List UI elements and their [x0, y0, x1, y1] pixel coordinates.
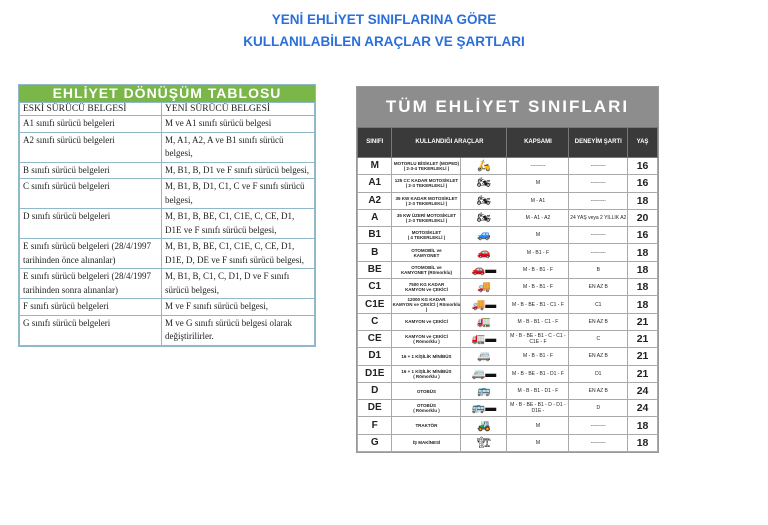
- experience-cell: EN AZ B: [569, 279, 628, 296]
- col-scope: KAPSAMI: [507, 128, 569, 158]
- scope-cell: M - B - BE - B1 - C1 - F: [507, 296, 569, 313]
- table-row: [358, 400, 658, 417]
- vehicle-icon-cell: [461, 192, 507, 209]
- scope-cell: M: [507, 175, 569, 192]
- old-license-cell: E sınıfı sürücü belgeleri (28/4/1997 tarihinden sonra alınanlar): [20, 269, 162, 299]
- excavator-icon: 🏗: [476, 436, 491, 449]
- scope-cell: M - B - B1 - D1 - F: [507, 382, 569, 399]
- col-new-license: YENİ SÜRÜCÜ BELGESİ: [162, 103, 315, 116]
- scope-cell: M: [507, 227, 569, 244]
- table-row: [358, 365, 658, 382]
- vehicle-icon-cell: [461, 348, 507, 365]
- class-cell: C: [358, 313, 392, 330]
- table-row: [358, 244, 658, 261]
- vehicle-desc-cell: [392, 279, 461, 296]
- motorcycle-icon: 🏍: [476, 194, 491, 207]
- class-cell: A: [358, 209, 392, 226]
- new-license-cell: M, B1, B, BE, C1, C1E, C, CE, D1, D1E ve F sınıfı sürücü belgesi,: [162, 209, 315, 239]
- class-cell: BE: [358, 261, 392, 278]
- table-row: [20, 179, 315, 209]
- old-license-cell: D sınıfı sürücü belgeleri: [20, 209, 162, 239]
- class-cell: CE: [358, 330, 392, 347]
- class-cell: C1E: [358, 296, 392, 313]
- old-license-cell: G sınıfı sürücü belgeleri: [20, 315, 162, 345]
- age-cell: 16: [628, 175, 658, 192]
- class-cell: F: [358, 417, 392, 434]
- vehicle-icon-cell: [461, 434, 507, 451]
- motorcycle-icon: 🏍: [476, 212, 491, 225]
- vehicle-desc-line1: OTOBÜS: [416, 388, 437, 394]
- all-classes-title: TÜM EHLİYET SINIFLARI: [357, 87, 658, 127]
- new-license-cell: M ve A1 sınıfı sürücü belgesi: [162, 116, 315, 133]
- vehicle-icon-cell: [461, 365, 507, 382]
- table-row: [358, 158, 658, 175]
- old-license-cell: E sınıfı sürücü belgeleri (28/4/1997 tarihinden önce alınanlar): [20, 239, 162, 269]
- vehicle-desc-line1: KAMYON ve ÇEKİCİ: [405, 334, 448, 340]
- vehicle-icon-cell: [461, 400, 507, 417]
- class-cell: B: [358, 244, 392, 261]
- age-cell: 18: [628, 261, 658, 278]
- vehicle-desc-line1: MOTORLU BİSİKLET (MOPED): [393, 161, 460, 167]
- class-cell: G: [358, 434, 392, 451]
- vehicle-desc-line2: ( 4 TEKERLEKLİ ): [407, 235, 446, 241]
- vehicle-desc-line1: 16 + 1 KİŞİLİK MİNİBÜS: [401, 368, 452, 374]
- vehicle-desc-line1: OTOMOBİL ve: [411, 247, 442, 253]
- vehicle-icon-cell: [461, 261, 507, 278]
- table-row: [358, 261, 658, 278]
- experience-cell: ---------: [569, 192, 628, 209]
- class-cell: D1E: [358, 365, 392, 382]
- age-cell: 18: [628, 192, 658, 209]
- vehicle-desc-line1: 12000 KG KADAR: [407, 297, 446, 303]
- vehicle-desc-line2: ( 2-3-4 TEKERLEKLİ ): [403, 166, 450, 172]
- col-old-license: ESKİ SÜRÜCÜ BELGESİ: [20, 103, 162, 116]
- conversion-table: [18, 84, 316, 347]
- class-cell: B1: [358, 227, 392, 244]
- scope-cell: M: [507, 434, 569, 451]
- table-row: [358, 434, 658, 451]
- old-license-cell: A1 sınıfı sürücü belgeleri: [20, 116, 162, 133]
- class-cell: A1: [358, 175, 392, 192]
- vehicle-desc-cell: [392, 158, 461, 175]
- vehicle-desc-cell: [392, 296, 461, 313]
- age-cell: 21: [628, 313, 658, 330]
- age-cell: 18: [628, 296, 658, 313]
- age-cell: 18: [628, 417, 658, 434]
- class-cell: C1: [358, 279, 392, 296]
- vehicle-desc-line2: KAMYONET (Römorklu): [400, 269, 452, 275]
- all-classes-table: [356, 86, 659, 453]
- scope-cell: M - B - B1 - F: [507, 279, 569, 296]
- class-cell: DE: [358, 400, 392, 417]
- vehicle-desc-line1: 35 KW KADAR MOTOSİKLET: [395, 195, 458, 201]
- bus-trailer-icon: 🚌▬: [471, 402, 497, 415]
- vehicle-desc-line2: ( 2-3 TEKERLEKLİ ): [405, 183, 448, 189]
- table-row: [358, 348, 658, 365]
- class-cell: D: [358, 382, 392, 399]
- motorcycle-icon: 🏍: [476, 177, 491, 190]
- vehicle-icon-cell: [461, 227, 507, 244]
- vehicle-icon-cell: [461, 330, 507, 347]
- vehicle-desc-line1: OTOMOBİL ve: [411, 264, 442, 270]
- vehicle-icon-cell: [461, 296, 507, 313]
- experience-cell: C: [569, 330, 628, 347]
- vehicle-icon-cell: [461, 244, 507, 261]
- truck-icon: 🚚: [477, 281, 491, 294]
- table-row: [358, 382, 658, 399]
- page-title-line2: KULLANILABİLEN ARAÇLAR VE ŞARTLARI: [243, 34, 525, 49]
- experience-cell: EN AZ B: [569, 348, 628, 365]
- age-cell: 18: [628, 244, 658, 261]
- experience-cell: D1: [569, 365, 628, 382]
- table-row: [358, 227, 658, 244]
- col-vehicles: KULLANDIĞI ARAÇLAR: [392, 128, 507, 158]
- new-license-cell: M, B1, B, C1, C, D1, D ve F sınıfı sürücü belgesi,: [162, 269, 315, 299]
- class-cell: D1: [358, 348, 392, 365]
- old-license-cell: B sınıfı sürücü belgeleri: [20, 162, 162, 179]
- scope-cell: M - A1 - A2: [507, 209, 569, 226]
- vehicle-desc-line1: 7500 KG KADAR: [408, 282, 445, 288]
- table-row: [358, 175, 658, 192]
- vehicle-desc-cell: [392, 348, 461, 365]
- vehicle-desc-cell: [392, 434, 461, 451]
- minibus-trailer-icon: 🚐▬: [471, 367, 497, 380]
- vehicle-desc-line2: KAMYON ve ÇEKİCİ: [405, 287, 448, 293]
- old-license-cell: A2 sınıfı sürücü belgeleri: [20, 132, 162, 162]
- table-row: [358, 313, 658, 330]
- old-license-cell: C sınıfı sürücü belgeleri: [20, 179, 162, 209]
- table-row: [358, 209, 658, 226]
- scope-cell: M - B1 - F: [507, 244, 569, 261]
- vehicle-desc-line2: ( 2-3 TEKERLEKLİ ): [405, 200, 448, 206]
- scope-cell: M - B - B1 - C1 - F: [507, 313, 569, 330]
- vehicle-desc-line1: TRAKTÖR: [415, 423, 438, 429]
- col-experience: DENEYİM ŞARTI: [569, 128, 628, 158]
- vehicle-desc-cell: [392, 244, 461, 261]
- table-row: [20, 132, 315, 162]
- age-cell: 20: [628, 209, 658, 226]
- class-cell: M: [358, 158, 392, 175]
- class-cell: A2: [358, 192, 392, 209]
- experience-cell: B: [569, 261, 628, 278]
- vehicle-desc-cell: [392, 192, 461, 209]
- bus-icon: 🚌: [477, 385, 491, 397]
- car-icon: 🚗: [477, 246, 491, 259]
- age-cell: 18: [628, 279, 658, 296]
- table-row: [358, 417, 658, 434]
- new-license-cell: M ve G sınıfı sürücü belgesi olarak değiştirilirler.: [162, 315, 315, 345]
- experience-cell: 24 YAŞ veya 2 YILLIK A2: [569, 209, 628, 226]
- age-cell: 16: [628, 158, 658, 175]
- scope-cell: M - B - B1 - F: [507, 261, 569, 278]
- vehicle-desc-line1: MOTOSİKLET: [411, 230, 442, 236]
- experience-cell: EN AZ B: [569, 313, 628, 330]
- vehicle-desc-cell: [392, 227, 461, 244]
- vehicle-desc-line1: 125 CC KADAR MOTOSİKLET: [394, 178, 459, 184]
- col-age: YAŞ: [628, 128, 658, 158]
- quad-icon: 🚙: [477, 229, 491, 242]
- vehicle-desc-line1: OTOBÜS: [416, 403, 437, 409]
- scope-cell: M - A1: [507, 192, 569, 209]
- vehicle-desc-cell: [392, 261, 461, 278]
- vehicle-desc-line2: ( Römorklu ): [413, 373, 440, 379]
- table-row: [20, 269, 315, 299]
- col-class: SINIFI: [358, 128, 392, 158]
- truck-trailer-icon: 🚛▬: [471, 333, 497, 346]
- table-row: [20, 116, 315, 133]
- moped-icon: 🛵: [477, 160, 491, 173]
- vehicle-icon-cell: [461, 382, 507, 399]
- vehicle-desc-line1: İŞ MAKİNESİ: [412, 440, 441, 446]
- vehicle-desc-cell: [392, 313, 461, 330]
- car-trailer-icon: 🚗▬: [471, 263, 497, 276]
- table-row: [358, 330, 658, 347]
- vehicle-icon-cell: [461, 175, 507, 192]
- experience-cell: C1: [569, 296, 628, 313]
- experience-cell: ---------: [569, 158, 628, 175]
- table-row: [20, 162, 315, 179]
- age-cell: 16: [628, 227, 658, 244]
- vehicle-desc-cell: [392, 417, 461, 434]
- experience-cell: ---------: [569, 434, 628, 451]
- vehicle-desc-cell: [392, 382, 461, 399]
- experience-cell: ---------: [569, 227, 628, 244]
- table-row: [20, 209, 315, 239]
- vehicle-desc-cell: [392, 175, 461, 192]
- new-license-cell: M, B1, B, D1, C1, C ve F sınıfı sürücü belgesi,: [162, 179, 315, 209]
- new-license-cell: M, B1, B, D1 ve F sınıfı sürücü belgesi,: [162, 162, 315, 179]
- new-license-cell: M, A1, A2, A ve B1 sınıfı sürücü belgesi,: [162, 132, 315, 162]
- vehicle-desc-cell: [392, 330, 461, 347]
- age-cell: 24: [628, 382, 658, 399]
- truck-trailer-icon: 🚚▬: [471, 298, 497, 311]
- scope-cell: ---------: [507, 158, 569, 175]
- experience-cell: ---------: [569, 417, 628, 434]
- age-cell: 24: [628, 400, 658, 417]
- page-title-line1: YENİ EHLİYET SINIFLARINA GÖRE: [271, 12, 497, 27]
- table-row: [358, 192, 658, 209]
- age-cell: 21: [628, 330, 658, 347]
- vehicle-desc-line2: KAMYON ve ÇEKİCİ ( Römorklu ): [392, 302, 461, 313]
- vehicle-icon-cell: [461, 209, 507, 226]
- tractor-icon: 🚜: [477, 419, 491, 432]
- conversion-table-title: EHLİYET DÖNÜŞÜM TABLOSU: [19, 85, 315, 102]
- age-cell: 21: [628, 365, 658, 382]
- scope-cell: M - B - BE - B1 - D1 - F: [507, 365, 569, 382]
- vehicle-desc-cell: [392, 365, 461, 382]
- old-license-cell: F sınıfı sürücü belgeleri: [20, 299, 162, 316]
- vehicle-desc-line2: ( Römorklu ): [413, 408, 440, 414]
- vehicle-icon-cell: [461, 417, 507, 434]
- experience-cell: ---------: [569, 244, 628, 261]
- scope-cell: M - B - BE - B1 - C - C1 - C1E - F: [507, 330, 569, 347]
- age-cell: 18: [628, 434, 658, 451]
- truck-icon: 🚛: [477, 315, 491, 328]
- scope-cell: M - B - BE - B1 - D - D1 - D1E -: [507, 400, 569, 417]
- vehicle-desc-line2: ( Römorklu ): [413, 339, 440, 345]
- vehicle-desc-cell: [392, 209, 461, 226]
- vehicle-icon-cell: [461, 158, 507, 175]
- vehicle-desc-line1: KAMYON ve ÇEKİCİ: [405, 319, 448, 325]
- vehicle-desc-line1: 16 + 1 KİŞİLİK MİNİBÜS: [401, 353, 452, 359]
- age-cell: 21: [628, 348, 658, 365]
- experience-cell: D: [569, 400, 628, 417]
- vehicle-desc-line2: KAMYONET: [413, 252, 440, 258]
- table-row: [358, 296, 658, 313]
- experience-cell: EN AZ B: [569, 382, 628, 399]
- table-row: [20, 299, 315, 316]
- new-license-cell: M ve F sınıfı sürücü belgesi,: [162, 299, 315, 316]
- table-row: [20, 239, 315, 269]
- vehicle-desc-line2: ( 2-3 TEKERLEKLİ ): [405, 218, 448, 224]
- vehicle-desc-cell: [392, 400, 461, 417]
- minibus-icon: 🚐: [477, 350, 491, 363]
- experience-cell: ---------: [569, 175, 628, 192]
- scope-cell: M: [507, 417, 569, 434]
- vehicle-desc-line1: 35 KW ÜZERİ MOTOSİKLET: [396, 213, 457, 219]
- table-row: [358, 279, 658, 296]
- table-row: [20, 315, 315, 345]
- vehicle-icon-cell: [461, 313, 507, 330]
- vehicle-icon-cell: [461, 279, 507, 296]
- scope-cell: M - B - B1 - F: [507, 348, 569, 365]
- new-license-cell: M, B1, B, BE, C1, C1E, C, CE, D1, D1E, D, DE ve F sınıfı sürücü belgesi,: [162, 239, 315, 269]
